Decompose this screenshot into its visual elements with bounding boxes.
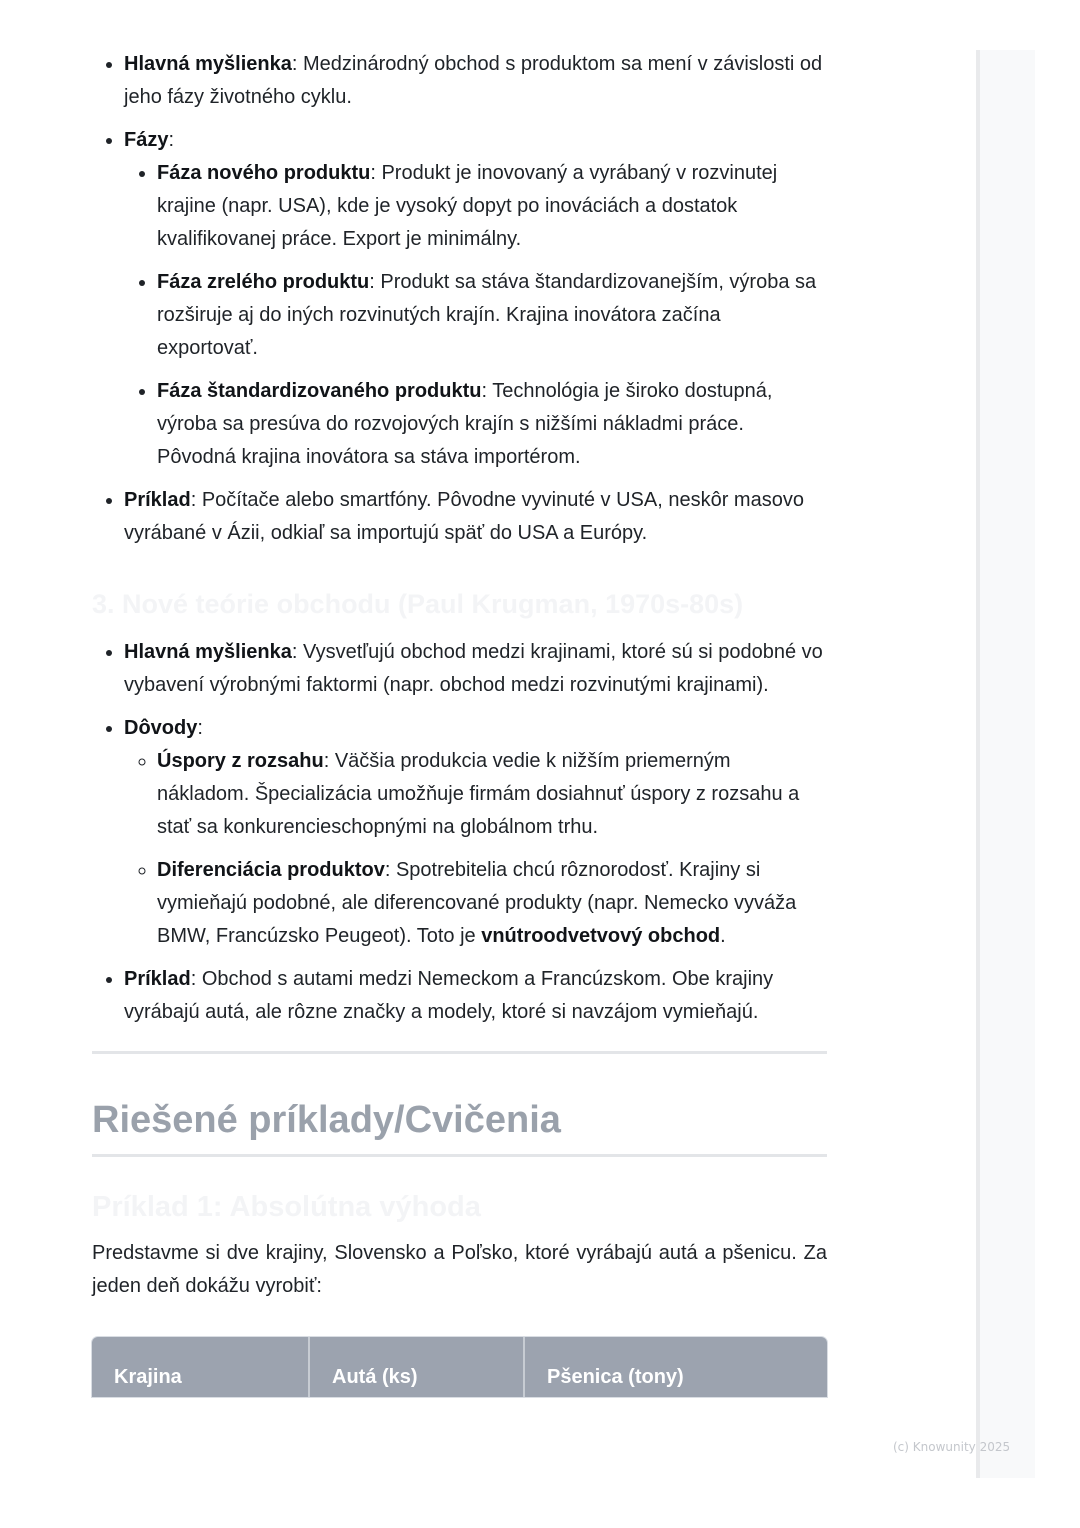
differentiation-label: Diferenciácia produktov (157, 859, 385, 881)
reasons-sublist (124, 745, 827, 953)
example-text: : Počítače alebo smartfóny. Pôvodne vyvinuté v USA, neskôr masovo vyrábané v Ázii, odkiaľ sa importujú späť do USA a Európy. (124, 489, 804, 544)
section-heading-solved-examples: Riešené príklady/Cvičenia (92, 1096, 827, 1157)
intra-industry-trade-term: vnútroodvetvový obchod (481, 925, 721, 947)
reason-economies-of-scale (157, 745, 827, 844)
list-item-example (124, 484, 827, 550)
phase-mature-text: : Produkt sa stáva štandardizovanejším, výroba sa rozširuje aj do iných rozvinutých krajín. Krajina inovátora začína exportovať. (157, 271, 817, 359)
list-item-example (124, 963, 827, 1029)
phase-standardized-label: Fáza štandardizovaného produktu (157, 380, 482, 402)
phases-label: Fázy (124, 129, 169, 151)
list-item-main-idea (124, 636, 827, 702)
reasons-suffix: : (197, 717, 203, 739)
differentiation-end: . (720, 925, 726, 947)
reason-product-differentiation (157, 854, 827, 953)
example1-intro: Predstavme si dve krajiny, Slovensko a Poľsko, ktoré vyrábajú autá a pšenicu. Za jeden deň dokážu vyrobiť: (92, 1242, 827, 1297)
list-item-phases (124, 124, 827, 474)
example1-heading: Príklad 1: Absolútna výhoda (92, 1191, 481, 1223)
list-item-reasons (124, 712, 827, 953)
example-label: Príklad (124, 489, 191, 511)
phase-new (157, 157, 827, 256)
example-label: Príklad (124, 968, 191, 990)
watermark: (c) Knowunity 2025 (893, 1440, 1011, 1454)
phase-new-label: Fáza nového produktu (157, 162, 371, 184)
phase-mature (157, 266, 827, 365)
table-header-cars: Autá (ks) (310, 1337, 525, 1397)
economies-label: Úspory z rozsahu (157, 750, 324, 772)
phase-new-text: : Produkt je inovovaný a vyrábaný v rozvinutej krajine (napr. USA), kde je vysoký dopyt po inováciách a dostatok kvalifikovanej práce. Export je minimálny. (157, 162, 778, 250)
main-idea-label: Hlavná myšlienka (124, 641, 292, 663)
economies-text: : Väčšia produkcia vedie k nižším priemerným nákladom. Špecializácia umožňuje firmám dosiahnuť úspory z rozsahu a stať sa konkurencieschopnými na globálnom trhu. (157, 750, 800, 838)
new-trade-list (92, 636, 827, 1029)
phase-standardized (157, 375, 827, 474)
main-idea-text: : Medzinárodný obchod s produktom sa mení v závislosti od jeho fázy životného cyklu. (124, 53, 823, 108)
phases-suffix: : (168, 129, 175, 151)
table-header-wheat: Pšenica (tony) (547, 1366, 684, 1388)
horizontal-divider (92, 1051, 827, 1054)
differentiation-text: : Spotrebitelia chcú rôznorodosť. Krajiny si vymieňajú podobné, ale diferencované produkty (napr. Nemecko vyváža BMW, Francúzsko Peugeot). Toto je (157, 859, 797, 947)
product-cycle-list (92, 48, 827, 550)
phases-sublist (124, 157, 827, 474)
phase-standardized-text: : Technológia je široko dostupná, výroba sa presúva do rozvojových krajín s nižšími nákladmi práce. Pôvodná krajina inovátora sa stáva importérom. (157, 380, 773, 468)
main-idea-label: Hlavná myšlienka (124, 53, 292, 75)
sidebar-panel (976, 50, 1035, 1478)
reasons-label: Dôvody (124, 717, 198, 739)
phase-mature-label: Fáza zrelého produktu (157, 271, 370, 293)
production-table-header (92, 1337, 827, 1397)
table-header-country: Krajina (92, 1337, 310, 1397)
main-idea-text: : Vysvetľujú obchod medzi krajinami, ktoré sú si podobné vo vybavení výrobnými faktormi (napr. obchod medzi rozvinutými krajinami). (124, 641, 823, 696)
section-heading-new-trade: 3. Nové teórie obchodu (Paul Krugman, 1970s-80s) (92, 589, 744, 619)
example-text: : Obchod s autami medzi Nemeckom a Francúzskom. Obe krajiny vyrábajú autá, ale rôzne značky a modely, ktoré si navzájom vymieňajú. (124, 968, 774, 1023)
list-item-main-idea (124, 48, 827, 114)
document-content (92, 48, 827, 1397)
